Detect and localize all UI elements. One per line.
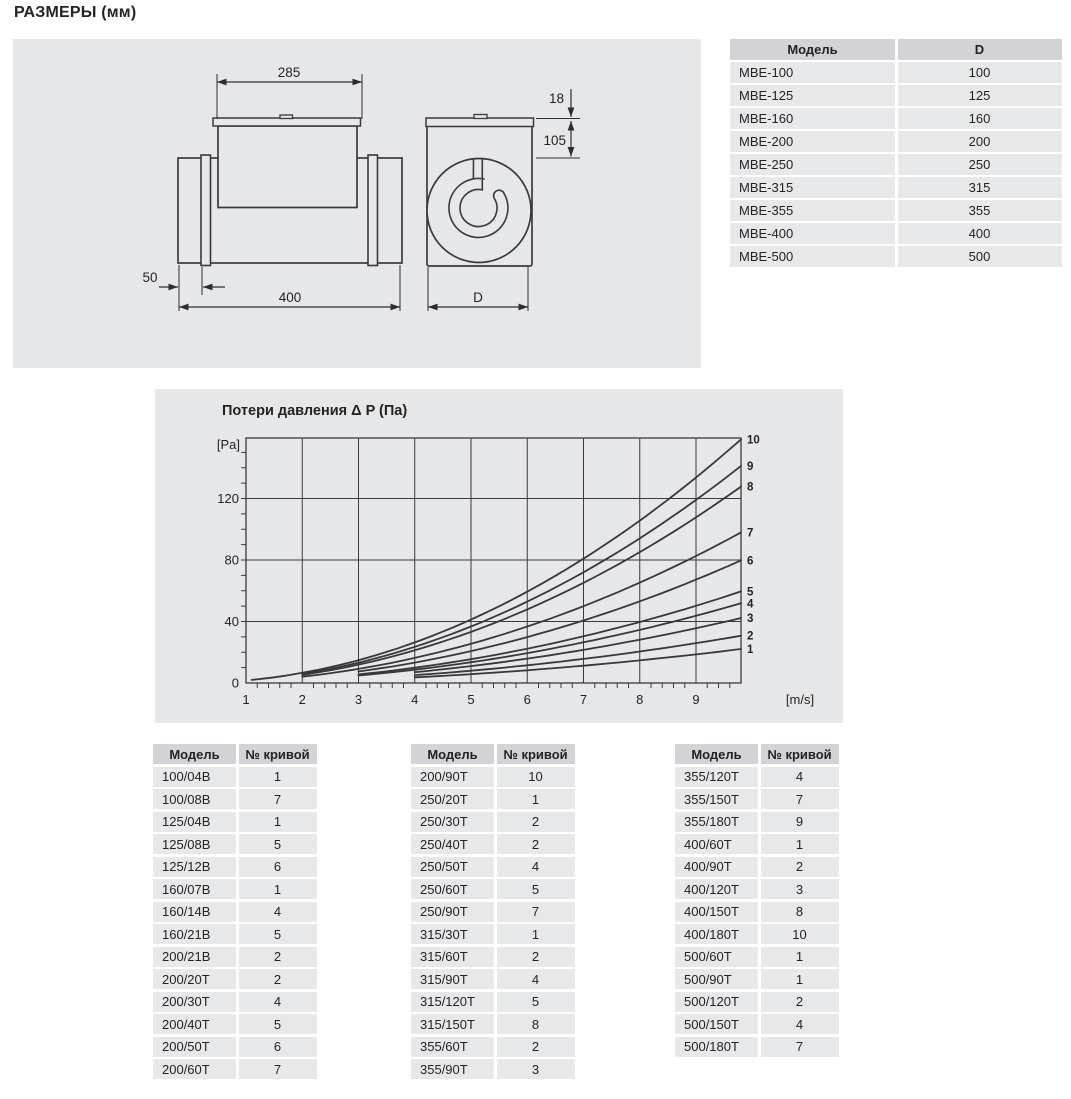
x-tick-label: 7 [579,692,588,707]
value-cell: 9 [761,812,839,832]
table-row [153,947,317,967]
model-cell: 125/04В [153,812,236,832]
value-cell: 1 [761,969,839,989]
x-axis-unit: [m/s] [785,692,815,707]
model-cell: МВЕ-500 [730,246,895,267]
model-cell: 500/180Т [675,1037,758,1057]
curve-table-3 [675,744,839,1057]
table-row [153,789,317,809]
terminal-box [218,126,357,208]
value-cell: 7 [239,1059,317,1079]
model-cell: 400/180Т [675,924,758,944]
column-header: № кривой [497,744,575,764]
table-row [675,1037,839,1057]
column-header: № кривой [239,744,317,764]
value-cell: 8 [497,1014,575,1034]
dim-inlet-margin: 50 [142,270,158,285]
table-row [411,879,575,899]
value-cell: 3 [761,879,839,899]
terminal-box-lid [213,118,361,126]
value-cell: 160 [898,108,1062,129]
table-row [730,246,1062,267]
model-cell: 355/90Т [411,1059,494,1079]
model-cell: 200/90Т [411,767,494,787]
model-cell: 400/60Т [675,834,758,854]
x-tick-label: 1 [242,692,250,707]
model-cell: 160/07В [153,879,236,899]
table-row [153,857,317,877]
table-row [730,154,1062,175]
model-cell: МВЕ-250 [730,154,895,175]
y-tick-label: 0 [231,675,239,691]
table-row [411,812,575,832]
column-header: Модель [675,744,758,764]
value-cell: 3 [497,1059,575,1079]
table-row [675,924,839,944]
table-row [153,879,317,899]
model-cell: 200/30Т [153,992,236,1012]
model-cell: МВЕ-160 [730,108,895,129]
table-row [411,857,575,877]
model-cell: 200/20Т [153,969,236,989]
table-row [411,789,575,809]
model-cell: 250/50Т [411,857,494,877]
model-cell: 200/60Т [153,1059,236,1079]
table-row [153,1059,317,1079]
table-row [730,177,1062,198]
table-row [675,879,839,899]
value-cell: 2 [239,947,317,967]
model-cell: МВЕ-355 [730,200,895,221]
value-cell: 100 [898,62,1062,83]
value-cell: 2 [761,992,839,1012]
model-cell: 200/50Т [153,1037,236,1057]
value-cell: 1 [761,947,839,967]
curve-label-7: 7 [747,527,754,540]
value-cell: 1 [497,924,575,944]
table-row [730,200,1062,221]
model-cell: МВЕ-400 [730,223,895,244]
value-cell: 125 [898,85,1062,106]
lid-knob [280,115,293,119]
table-row [411,902,575,922]
page-title: РАЗМЕРЫ (мм) [14,4,137,21]
x-tick-label: 9 [692,692,700,707]
column-header: Модель [153,744,236,764]
table-row [153,969,317,989]
model-cell: 315/60Т [411,947,494,967]
curve-number-labels [747,434,760,656]
value-cell: 5 [497,879,575,899]
model-cell: МВЕ-315 [730,177,895,198]
model-cell: 160/21В [153,924,236,944]
model-cell: 355/60Т [411,1037,494,1057]
table-row [675,1014,839,1034]
table-row [675,902,839,922]
front-lid [426,118,534,127]
curve-label-1: 1 [747,644,754,657]
column-header: D [898,39,1062,60]
table-row [675,947,839,967]
dim-box-width: 285 [277,65,301,80]
value-cell: 4 [761,1014,839,1034]
y-axis-unit: [Pa] [216,437,240,452]
value-cell: 4 [239,902,317,922]
model-cell: 100/08В [153,789,236,809]
curve-label-3: 3 [747,613,754,626]
table-row [153,924,317,944]
table-row [730,108,1062,129]
model-cell: 500/120Т [675,992,758,1012]
table-row [411,992,575,1012]
value-cell: 1 [761,834,839,854]
table-header-row [411,744,575,764]
table-row [675,857,839,877]
table-row [675,969,839,989]
duct-flange-right [368,155,378,266]
value-cell: 5 [497,992,575,1012]
value-cell: 8 [761,902,839,922]
value-cell: 2 [239,969,317,989]
dimension-drawing [13,39,701,368]
x-tick-label: 6 [523,692,531,707]
table-row [411,969,575,989]
value-cell: 315 [898,177,1062,198]
model-cell: 250/40Т [411,834,494,854]
duct-circle [427,159,531,263]
value-cell: 2 [761,857,839,877]
model-cell: 500/90Т [675,969,758,989]
value-cell: 1 [239,767,317,787]
model-cell: 125/12В [153,857,236,877]
value-cell: 200 [898,131,1062,152]
curve-label-6: 6 [747,555,754,568]
model-cell: 200/21В [153,947,236,967]
model-cell: 315/30Т [411,924,494,944]
table-row [675,992,839,1012]
table-row [730,223,1062,244]
table-row [411,834,575,854]
model-cell: 315/90Т [411,969,494,989]
curve-label-9: 9 [747,460,754,473]
chart-title: Потери давления Δ P (Па) [222,403,408,419]
model-cell: 400/90Т [675,857,758,877]
pressure-curve-9 [302,466,741,674]
model-cell: 125/08В [153,834,236,854]
model-cell: 250/90Т [411,902,494,922]
pressure-loss-chart [155,389,843,723]
table-row [153,812,317,832]
value-cell: 4 [497,857,575,877]
duct-flange-left [201,155,211,266]
x-tick-label: 8 [636,692,644,707]
table-row [675,834,839,854]
y-tick-label: 120 [217,491,239,506]
column-header: Модель [730,39,895,60]
value-cell: 2 [497,812,575,832]
model-cell: 315/120Т [411,992,494,1012]
dim-box-height: 105 [543,133,566,148]
value-cell: 1 [239,879,317,899]
value-cell: 7 [761,1037,839,1057]
value-cell: 5 [239,924,317,944]
model-cell: 100/04В [153,767,236,787]
table-row [153,834,317,854]
curve-label-10: 10 [747,434,760,447]
value-cell: 1 [239,812,317,832]
model-cell: 500/150Т [675,1014,758,1034]
table-row [675,812,839,832]
model-cell: 160/14В [153,902,236,922]
value-cell: 4 [497,969,575,989]
value-cell: 355 [898,200,1062,221]
value-cell: 2 [497,834,575,854]
front-lid-knob [474,115,487,119]
model-cell: 500/60Т [675,947,758,967]
value-cell: 5 [239,834,317,854]
model-cell: МВЕ-200 [730,131,895,152]
dim-lid-height: 18 [548,91,564,106]
table-row [411,1037,575,1057]
model-cell: 355/180Т [675,812,758,832]
table-row [730,85,1062,106]
curve-table-1 [153,744,317,1079]
table-header-row [153,744,317,764]
table-row [153,1014,317,1034]
value-cell: 1 [497,789,575,809]
value-cell: 500 [898,246,1062,267]
column-header: № кривой [761,744,839,764]
model-cell: 250/30Т [411,812,494,832]
table-row [411,1059,575,1079]
curve-label-4: 4 [747,598,754,611]
x-tick-label: 3 [354,692,363,707]
table-header-row [675,744,839,764]
table-row [411,1014,575,1034]
value-cell: 4 [761,767,839,787]
table-row [675,789,839,809]
x-tick-label: 2 [298,692,306,707]
model-cell: 315/150Т [411,1014,494,1034]
table-row [730,62,1062,83]
model-cell: МВЕ-125 [730,85,895,106]
value-cell: 4 [239,992,317,1012]
chart-minor-ticks [241,452,730,688]
y-tick-label: 40 [224,614,239,629]
column-header: Модель [411,744,494,764]
value-cell: 400 [898,223,1062,244]
model-cell: 355/150Т [675,789,758,809]
model-cell: 400/150Т [675,902,758,922]
value-cell: 7 [239,789,317,809]
x-tick-label: 5 [467,692,475,707]
table-header-row [730,39,1062,60]
dimensions-panel [13,39,701,368]
value-cell: 10 [761,924,839,944]
value-cell: 250 [898,154,1062,175]
table-row [411,767,575,787]
side-view [178,115,402,266]
value-cell: 6 [239,857,317,877]
y-tick-label: 80 [224,552,239,568]
pressure-curve-4 [359,603,742,675]
x-tick-label: 4 [411,692,419,707]
value-cell: 7 [761,789,839,809]
table-row [411,924,575,944]
value-cell: 6 [239,1037,317,1057]
dim-duct-length: 400 [278,290,302,305]
value-cell: 10 [497,767,575,787]
table-row [153,902,317,922]
model-cell: 400/120Т [675,879,758,899]
model-cell: 355/120Т [675,767,758,787]
model-cell: 250/60Т [411,879,494,899]
model-cell: 200/40Т [153,1014,236,1034]
front-view [426,115,534,267]
table-row [675,767,839,787]
table-row [730,131,1062,152]
size-table [730,39,1062,267]
value-cell: 2 [497,1037,575,1057]
value-cell: 7 [497,902,575,922]
curve-table-2 [411,744,575,1079]
table-row [153,1037,317,1057]
model-cell: МВЕ-100 [730,62,895,83]
chart-panel [155,389,843,723]
value-cell: 2 [497,947,575,967]
curve-label-2: 2 [747,630,754,643]
table-row [153,767,317,787]
curve-label-5: 5 [747,586,754,599]
curve-label-8: 8 [747,481,754,494]
table-row [411,947,575,967]
model-cell: 250/20Т [411,789,494,809]
table-row [153,992,317,1012]
value-cell: 5 [239,1014,317,1034]
dim-diameter: D [473,290,483,305]
